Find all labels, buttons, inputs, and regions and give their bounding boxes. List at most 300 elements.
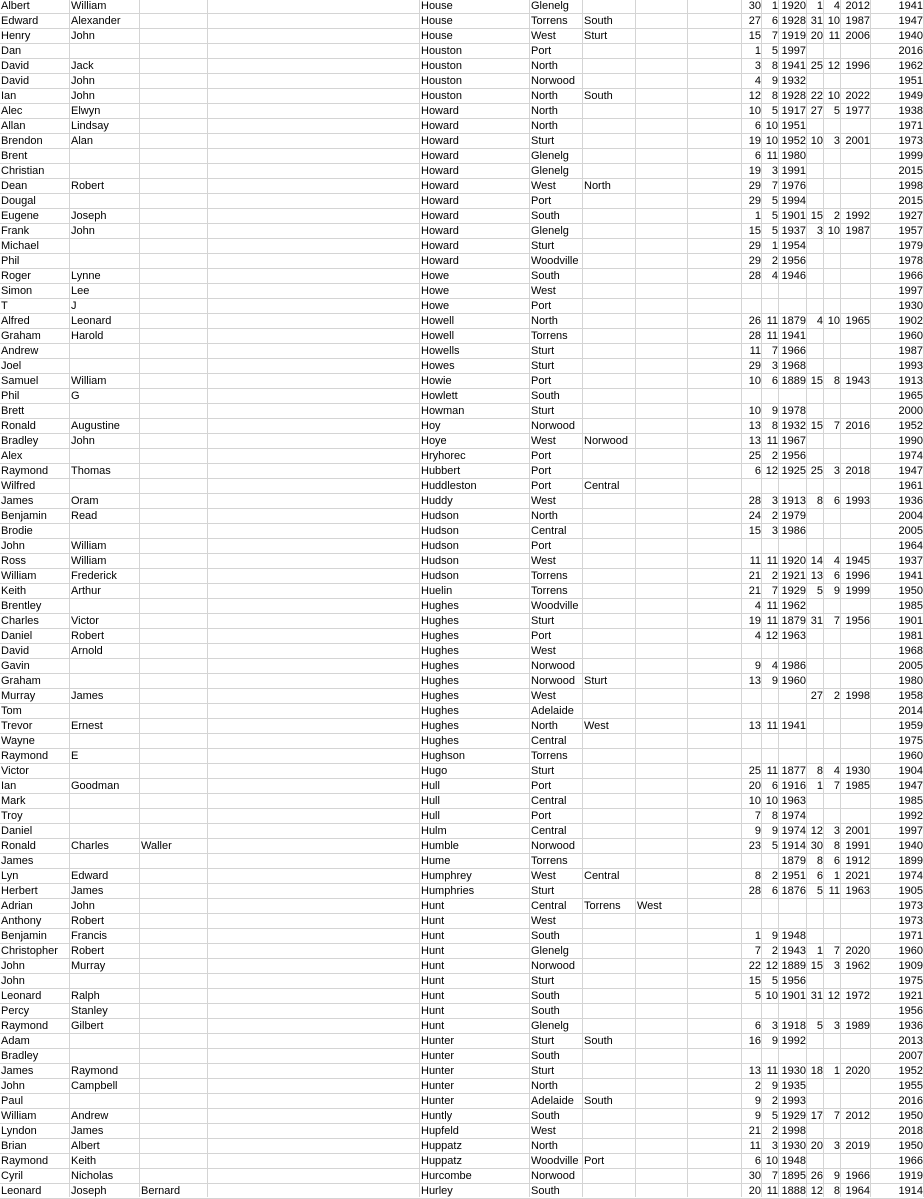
table-cell[interactable]	[208, 569, 420, 583]
table-cell[interactable]	[824, 164, 841, 178]
table-cell[interactable]: 1956	[781, 975, 806, 987]
table-cell[interactable]: 5	[754, 990, 761, 1002]
table-cell[interactable]	[583, 464, 636, 478]
table-cell[interactable]	[208, 374, 420, 388]
table-cell[interactable]: 1902	[898, 315, 923, 327]
table-cell[interactable]: 7	[771, 585, 778, 597]
table-cell[interactable]	[70, 659, 140, 673]
table-cell[interactable]	[208, 614, 420, 628]
table-cell[interactable]: Henry	[1, 30, 31, 42]
table-cell[interactable]: Sturt	[531, 975, 555, 987]
table-cell[interactable]: 1994	[781, 195, 806, 207]
table-cell[interactable]: 1932	[781, 420, 806, 432]
table-cell[interactable]	[688, 1049, 742, 1063]
table-cell[interactable]	[583, 59, 636, 73]
table-cell[interactable]: 1879	[781, 615, 806, 627]
table-cell[interactable]: 1951	[781, 870, 806, 882]
table-cell[interactable]	[140, 1079, 208, 1093]
table-cell[interactable]: 27	[810, 105, 823, 117]
table-cell[interactable]	[688, 1109, 742, 1123]
table-cell[interactable]: Port	[531, 480, 552, 492]
table-cell[interactable]: 1974	[898, 870, 923, 882]
table-cell[interactable]	[583, 554, 636, 568]
table-cell[interactable]	[688, 149, 742, 163]
table-cell[interactable]	[583, 104, 636, 118]
table-cell[interactable]: 1973	[898, 915, 923, 927]
table-cell[interactable]	[636, 119, 688, 133]
table-cell[interactable]	[140, 974, 208, 988]
table-cell[interactable]: 2013	[898, 1035, 923, 1047]
table-cell[interactable]: Hughes	[421, 720, 459, 732]
table-cell[interactable]	[583, 974, 636, 988]
table-cell[interactable]: Howard	[421, 120, 459, 132]
table-cell[interactable]: Norwood	[531, 1170, 576, 1182]
table-cell[interactable]: 15	[810, 210, 823, 222]
table-cell[interactable]	[762, 644, 779, 658]
table-cell[interactable]	[636, 419, 688, 433]
table-cell[interactable]	[140, 29, 208, 43]
table-cell[interactable]	[140, 1064, 208, 1078]
table-cell[interactable]: Hunt	[421, 900, 445, 912]
table-cell[interactable]: 1997	[898, 825, 923, 837]
table-cell[interactable]	[140, 104, 208, 118]
table-cell[interactable]: Hughes	[421, 645, 459, 657]
table-cell[interactable]	[140, 119, 208, 133]
table-cell[interactable]: 1975	[898, 735, 923, 747]
table-cell[interactable]: 11	[766, 150, 778, 162]
table-cell[interactable]	[140, 899, 208, 913]
table-cell[interactable]	[583, 389, 636, 403]
table-cell[interactable]	[841, 479, 871, 493]
table-cell[interactable]	[841, 749, 871, 763]
table-cell[interactable]: Wilfred	[1, 480, 36, 492]
table-cell[interactable]	[208, 419, 420, 433]
table-cell[interactable]	[208, 284, 420, 298]
table-cell[interactable]: 29	[748, 255, 761, 267]
table-cell[interactable]	[762, 749, 779, 763]
table-cell[interactable]: Brodie	[1, 525, 33, 537]
table-cell[interactable]	[636, 1049, 688, 1063]
table-cell[interactable]	[583, 494, 636, 508]
table-cell[interactable]: 1913	[898, 375, 923, 387]
table-cell[interactable]	[583, 134, 636, 148]
table-cell[interactable]	[70, 479, 140, 493]
table-cell[interactable]	[824, 749, 841, 763]
table-cell[interactable]	[688, 374, 742, 388]
table-cell[interactable]	[636, 149, 688, 163]
table-cell[interactable]: 10	[765, 1155, 778, 1167]
table-cell[interactable]: Roger	[1, 270, 31, 282]
table-cell[interactable]: Sturt	[531, 615, 555, 627]
table-cell[interactable]	[636, 1139, 688, 1153]
table-cell[interactable]: 3	[771, 495, 778, 507]
table-cell[interactable]: 1	[833, 870, 840, 882]
table-cell[interactable]	[841, 1124, 871, 1138]
table-cell[interactable]: 1999	[845, 585, 870, 597]
table-cell[interactable]: 2015	[898, 195, 923, 207]
table-cell[interactable]: Central	[531, 900, 567, 912]
table-cell[interactable]: Howard	[421, 195, 459, 207]
table-cell[interactable]: 1992	[781, 1035, 806, 1047]
table-cell[interactable]: Adam	[1, 1035, 30, 1047]
table-cell[interactable]	[688, 269, 742, 283]
table-cell[interactable]	[688, 29, 742, 43]
table-cell[interactable]: Central	[531, 795, 567, 807]
table-cell[interactable]	[841, 914, 871, 928]
table-cell[interactable]	[70, 674, 140, 688]
table-cell[interactable]	[807, 149, 824, 163]
table-cell[interactable]: 1986	[781, 525, 806, 537]
table-cell[interactable]: 1964	[845, 1185, 870, 1197]
table-cell[interactable]	[779, 299, 807, 313]
table-cell[interactable]	[841, 179, 871, 193]
table-cell[interactable]: John	[71, 435, 95, 447]
table-cell[interactable]	[636, 839, 688, 853]
table-cell[interactable]: James	[71, 1125, 104, 1137]
table-cell[interactable]	[688, 299, 742, 313]
table-cell[interactable]	[688, 749, 742, 763]
table-cell[interactable]	[807, 404, 824, 418]
table-cell[interactable]: Edward	[71, 870, 109, 882]
table-cell[interactable]: 1952	[898, 1065, 923, 1077]
table-cell[interactable]: 12	[810, 825, 823, 837]
table-cell[interactable]: 2	[771, 570, 778, 582]
table-cell[interactable]	[688, 239, 742, 253]
table-cell[interactable]: 1967	[781, 435, 806, 447]
table-cell[interactable]	[140, 914, 208, 928]
table-cell[interactable]	[636, 209, 688, 223]
table-cell[interactable]: 5	[771, 195, 778, 207]
table-cell[interactable]: 8	[754, 870, 761, 882]
table-cell[interactable]: 11	[766, 330, 778, 342]
table-cell[interactable]	[140, 674, 208, 688]
table-cell[interactable]: Brentley	[1, 600, 42, 612]
table-cell[interactable]: 2004	[898, 510, 923, 522]
table-cell[interactable]: 4	[816, 315, 823, 327]
table-cell[interactable]: Norwood	[531, 675, 576, 687]
table-cell[interactable]	[688, 929, 742, 943]
table-cell[interactable]: 1955	[898, 1080, 923, 1092]
table-cell[interactable]: 10	[827, 90, 840, 102]
table-cell[interactable]: 5	[771, 45, 778, 57]
table-cell[interactable]: Huelin	[421, 585, 453, 597]
table-cell[interactable]: 1905	[898, 885, 923, 897]
table-cell[interactable]: Hughes	[421, 600, 459, 612]
table-cell[interactable]	[583, 359, 636, 373]
table-cell[interactable]	[208, 104, 420, 118]
table-cell[interactable]	[807, 734, 824, 748]
table-cell[interactable]: 8	[816, 495, 823, 507]
table-cell[interactable]: 1974	[781, 810, 806, 822]
table-cell[interactable]	[688, 359, 742, 373]
table-cell[interactable]: 3	[771, 525, 778, 537]
table-cell[interactable]: Bradley	[1, 1050, 39, 1062]
table-cell[interactable]: Howard	[421, 180, 459, 192]
table-cell[interactable]	[636, 1064, 688, 1078]
table-cell[interactable]	[636, 59, 688, 73]
table-cell[interactable]	[70, 344, 140, 358]
table-cell[interactable]	[688, 1019, 742, 1033]
table-cell[interactable]	[762, 1004, 779, 1018]
table-cell[interactable]	[636, 1154, 688, 1168]
table-cell[interactable]: Hunt	[421, 990, 445, 1002]
table-cell[interactable]	[636, 14, 688, 28]
table-cell[interactable]: Central	[531, 825, 567, 837]
table-cell[interactable]: 11	[766, 555, 778, 567]
table-cell[interactable]: John	[71, 90, 95, 102]
table-cell[interactable]	[583, 779, 636, 793]
table-cell[interactable]	[140, 299, 208, 313]
table-cell[interactable]	[807, 659, 824, 673]
table-cell[interactable]: 13	[748, 1065, 761, 1077]
table-cell[interactable]	[841, 809, 871, 823]
table-cell[interactable]: Howie	[421, 375, 452, 387]
table-cell[interactable]: 1938	[898, 105, 923, 117]
table-cell[interactable]: 3	[816, 225, 823, 237]
table-cell[interactable]	[636, 344, 688, 358]
table-cell[interactable]	[688, 854, 742, 868]
table-cell[interactable]	[742, 854, 762, 868]
table-cell[interactable]	[140, 869, 208, 883]
table-cell[interactable]: South	[584, 90, 613, 102]
table-cell[interactable]: 6	[754, 465, 761, 477]
table-cell[interactable]	[779, 704, 807, 718]
table-cell[interactable]	[208, 479, 420, 493]
table-cell[interactable]	[208, 389, 420, 403]
table-cell[interactable]: 4	[754, 630, 761, 642]
table-cell[interactable]	[70, 164, 140, 178]
table-cell[interactable]: Alec	[1, 105, 23, 117]
table-cell[interactable]	[70, 194, 140, 208]
table-cell[interactable]: 12	[810, 1185, 823, 1197]
table-cell[interactable]: Victor	[71, 615, 99, 627]
table-cell[interactable]	[742, 284, 762, 298]
table-cell[interactable]	[779, 734, 807, 748]
table-cell[interactable]	[583, 194, 636, 208]
table-cell[interactable]: Robert	[71, 945, 105, 957]
table-cell[interactable]: 1948	[781, 930, 806, 942]
table-cell[interactable]: Samuel	[1, 375, 39, 387]
table-cell[interactable]: Oram	[71, 495, 99, 507]
table-cell[interactable]: 1918	[781, 1020, 806, 1032]
table-cell[interactable]: Ronald	[1, 420, 36, 432]
table-cell[interactable]	[807, 674, 824, 688]
table-cell[interactable]	[807, 509, 824, 523]
table-cell[interactable]: Norwood	[531, 660, 576, 672]
table-cell[interactable]	[636, 1124, 688, 1138]
table-cell[interactable]: Hunt	[421, 945, 445, 957]
table-cell[interactable]: 10	[765, 795, 778, 807]
table-cell[interactable]	[140, 389, 208, 403]
table-cell[interactable]: Central	[584, 870, 620, 882]
table-cell[interactable]: Houston	[421, 60, 462, 72]
table-cell[interactable]	[140, 539, 208, 553]
table-cell[interactable]	[636, 509, 688, 523]
table-cell[interactable]: Sturt	[531, 765, 555, 777]
table-cell[interactable]: Torrens	[531, 585, 568, 597]
table-cell[interactable]	[208, 884, 420, 898]
table-cell[interactable]: 2022	[845, 90, 870, 102]
table-cell[interactable]: Humble	[421, 840, 459, 852]
table-cell[interactable]	[636, 494, 688, 508]
table-cell[interactable]	[208, 1094, 420, 1108]
table-cell[interactable]: Hughes	[421, 690, 459, 702]
table-cell[interactable]: 9	[771, 405, 778, 417]
table-cell[interactable]	[70, 239, 140, 253]
table-cell[interactable]: 1937	[781, 225, 806, 237]
table-cell[interactable]	[636, 854, 688, 868]
table-cell[interactable]	[841, 344, 871, 358]
table-cell[interactable]	[208, 674, 420, 688]
table-cell[interactable]: 13	[748, 435, 761, 447]
table-cell[interactable]	[636, 734, 688, 748]
table-cell[interactable]: North	[531, 510, 558, 522]
table-cell[interactable]	[824, 899, 841, 913]
table-cell[interactable]: 1	[754, 210, 761, 222]
table-cell[interactable]: Allan	[1, 120, 26, 132]
table-cell[interactable]	[140, 254, 208, 268]
table-cell[interactable]: Howard	[421, 150, 459, 162]
table-cell[interactable]	[140, 689, 208, 703]
table-cell[interactable]: 9	[771, 1035, 778, 1047]
table-cell[interactable]	[140, 734, 208, 748]
table-cell[interactable]	[688, 1094, 742, 1108]
table-cell[interactable]: William	[1, 570, 37, 582]
table-cell[interactable]	[688, 809, 742, 823]
table-cell[interactable]: 28	[748, 330, 761, 342]
table-cell[interactable]	[824, 809, 841, 823]
table-cell[interactable]	[841, 929, 871, 943]
table-cell[interactable]: 1966	[845, 1170, 870, 1182]
table-cell[interactable]: Port	[531, 540, 552, 552]
table-cell[interactable]	[208, 359, 420, 373]
table-cell[interactable]	[583, 824, 636, 838]
table-cell[interactable]	[583, 299, 636, 313]
table-cell[interactable]	[742, 914, 762, 928]
table-cell[interactable]	[824, 1034, 841, 1048]
table-cell[interactable]: 8	[833, 840, 840, 852]
table-cell[interactable]: 1941	[781, 330, 806, 342]
table-cell[interactable]	[824, 674, 841, 688]
table-cell[interactable]: 29	[748, 240, 761, 252]
table-cell[interactable]: 1912	[845, 855, 870, 867]
table-cell[interactable]: 1941	[781, 720, 806, 732]
table-cell[interactable]	[688, 134, 742, 148]
table-cell[interactable]: Huppatz	[421, 1140, 462, 1152]
table-cell[interactable]: 6	[833, 570, 840, 582]
table-cell[interactable]: 10	[827, 315, 840, 327]
table-cell[interactable]: 22	[748, 960, 761, 972]
table-cell[interactable]	[208, 644, 420, 658]
table-cell[interactable]	[208, 1124, 420, 1138]
table-cell[interactable]	[824, 914, 841, 928]
table-cell[interactable]	[636, 914, 688, 928]
table-cell[interactable]: 16	[748, 1035, 761, 1047]
table-cell[interactable]: 28	[748, 495, 761, 507]
table-cell[interactable]	[583, 764, 636, 778]
table-cell[interactable]	[779, 479, 807, 493]
table-cell[interactable]	[824, 44, 841, 58]
table-cell[interactable]	[688, 344, 742, 358]
table-cell[interactable]	[208, 1169, 420, 1183]
table-cell[interactable]	[807, 449, 824, 463]
table-cell[interactable]	[70, 824, 140, 838]
table-cell[interactable]: West	[584, 720, 609, 732]
table-cell[interactable]	[807, 599, 824, 613]
table-cell[interactable]: John	[71, 30, 95, 42]
table-cell[interactable]	[841, 239, 871, 253]
table-cell[interactable]: 11	[766, 600, 778, 612]
table-cell[interactable]	[208, 629, 420, 643]
table-cell[interactable]: 1963	[781, 795, 806, 807]
table-cell[interactable]	[779, 539, 807, 553]
table-cell[interactable]	[70, 404, 140, 418]
table-cell[interactable]	[636, 1019, 688, 1033]
table-cell[interactable]	[688, 659, 742, 673]
table-cell[interactable]	[688, 104, 742, 118]
table-cell[interactable]: 6	[754, 1020, 761, 1032]
table-cell[interactable]	[70, 449, 140, 463]
table-cell[interactable]: Hunt	[421, 960, 445, 972]
table-cell[interactable]: Benjamin	[1, 510, 47, 522]
table-cell[interactable]: 2	[754, 1080, 761, 1092]
table-cell[interactable]	[140, 659, 208, 673]
table-cell[interactable]: 10	[810, 135, 823, 147]
table-cell[interactable]: 20	[748, 1185, 761, 1197]
table-cell[interactable]	[140, 569, 208, 583]
table-cell[interactable]: 2	[771, 510, 778, 522]
table-cell[interactable]	[688, 899, 742, 913]
table-cell[interactable]: Hume	[421, 855, 451, 867]
table-cell[interactable]: 14	[810, 555, 823, 567]
table-cell[interactable]: 1917	[781, 105, 806, 117]
table-cell[interactable]: John	[71, 900, 95, 912]
table-cell[interactable]: 1971	[898, 120, 923, 132]
table-cell[interactable]: 9	[771, 675, 778, 687]
table-cell[interactable]: Howlett	[421, 390, 458, 402]
table-cell[interactable]: South	[531, 390, 560, 402]
table-cell[interactable]: Thomas	[71, 465, 111, 477]
table-cell[interactable]: 10	[827, 15, 840, 27]
table-cell[interactable]: 25	[810, 60, 823, 72]
table-cell[interactable]	[841, 359, 871, 373]
table-cell[interactable]	[824, 629, 841, 643]
table-cell[interactable]: Houston	[421, 45, 462, 57]
table-cell[interactable]: North	[531, 120, 558, 132]
table-cell[interactable]	[636, 359, 688, 373]
table-cell[interactable]	[583, 164, 636, 178]
table-cell[interactable]: West	[531, 495, 556, 507]
table-cell[interactable]: Glenelg	[531, 945, 569, 957]
table-cell[interactable]: West	[531, 690, 556, 702]
table-cell[interactable]: Campbell	[71, 1080, 118, 1092]
table-cell[interactable]	[583, 419, 636, 433]
table-cell[interactable]	[140, 479, 208, 493]
table-cell[interactable]: 5	[816, 885, 823, 897]
table-cell[interactable]	[140, 884, 208, 898]
table-cell[interactable]: 25	[748, 450, 761, 462]
table-cell[interactable]: Adelaide	[531, 1095, 574, 1107]
table-cell[interactable]	[208, 119, 420, 133]
table-cell[interactable]	[841, 434, 871, 448]
table-cell[interactable]: 6	[816, 870, 823, 882]
table-cell[interactable]: 2016	[845, 420, 870, 432]
table-cell[interactable]: Hull	[421, 810, 440, 822]
table-cell[interactable]	[208, 914, 420, 928]
table-cell[interactable]: Gilbert	[71, 1020, 104, 1032]
table-cell[interactable]	[688, 839, 742, 853]
table-cell[interactable]: 1921	[781, 570, 806, 582]
